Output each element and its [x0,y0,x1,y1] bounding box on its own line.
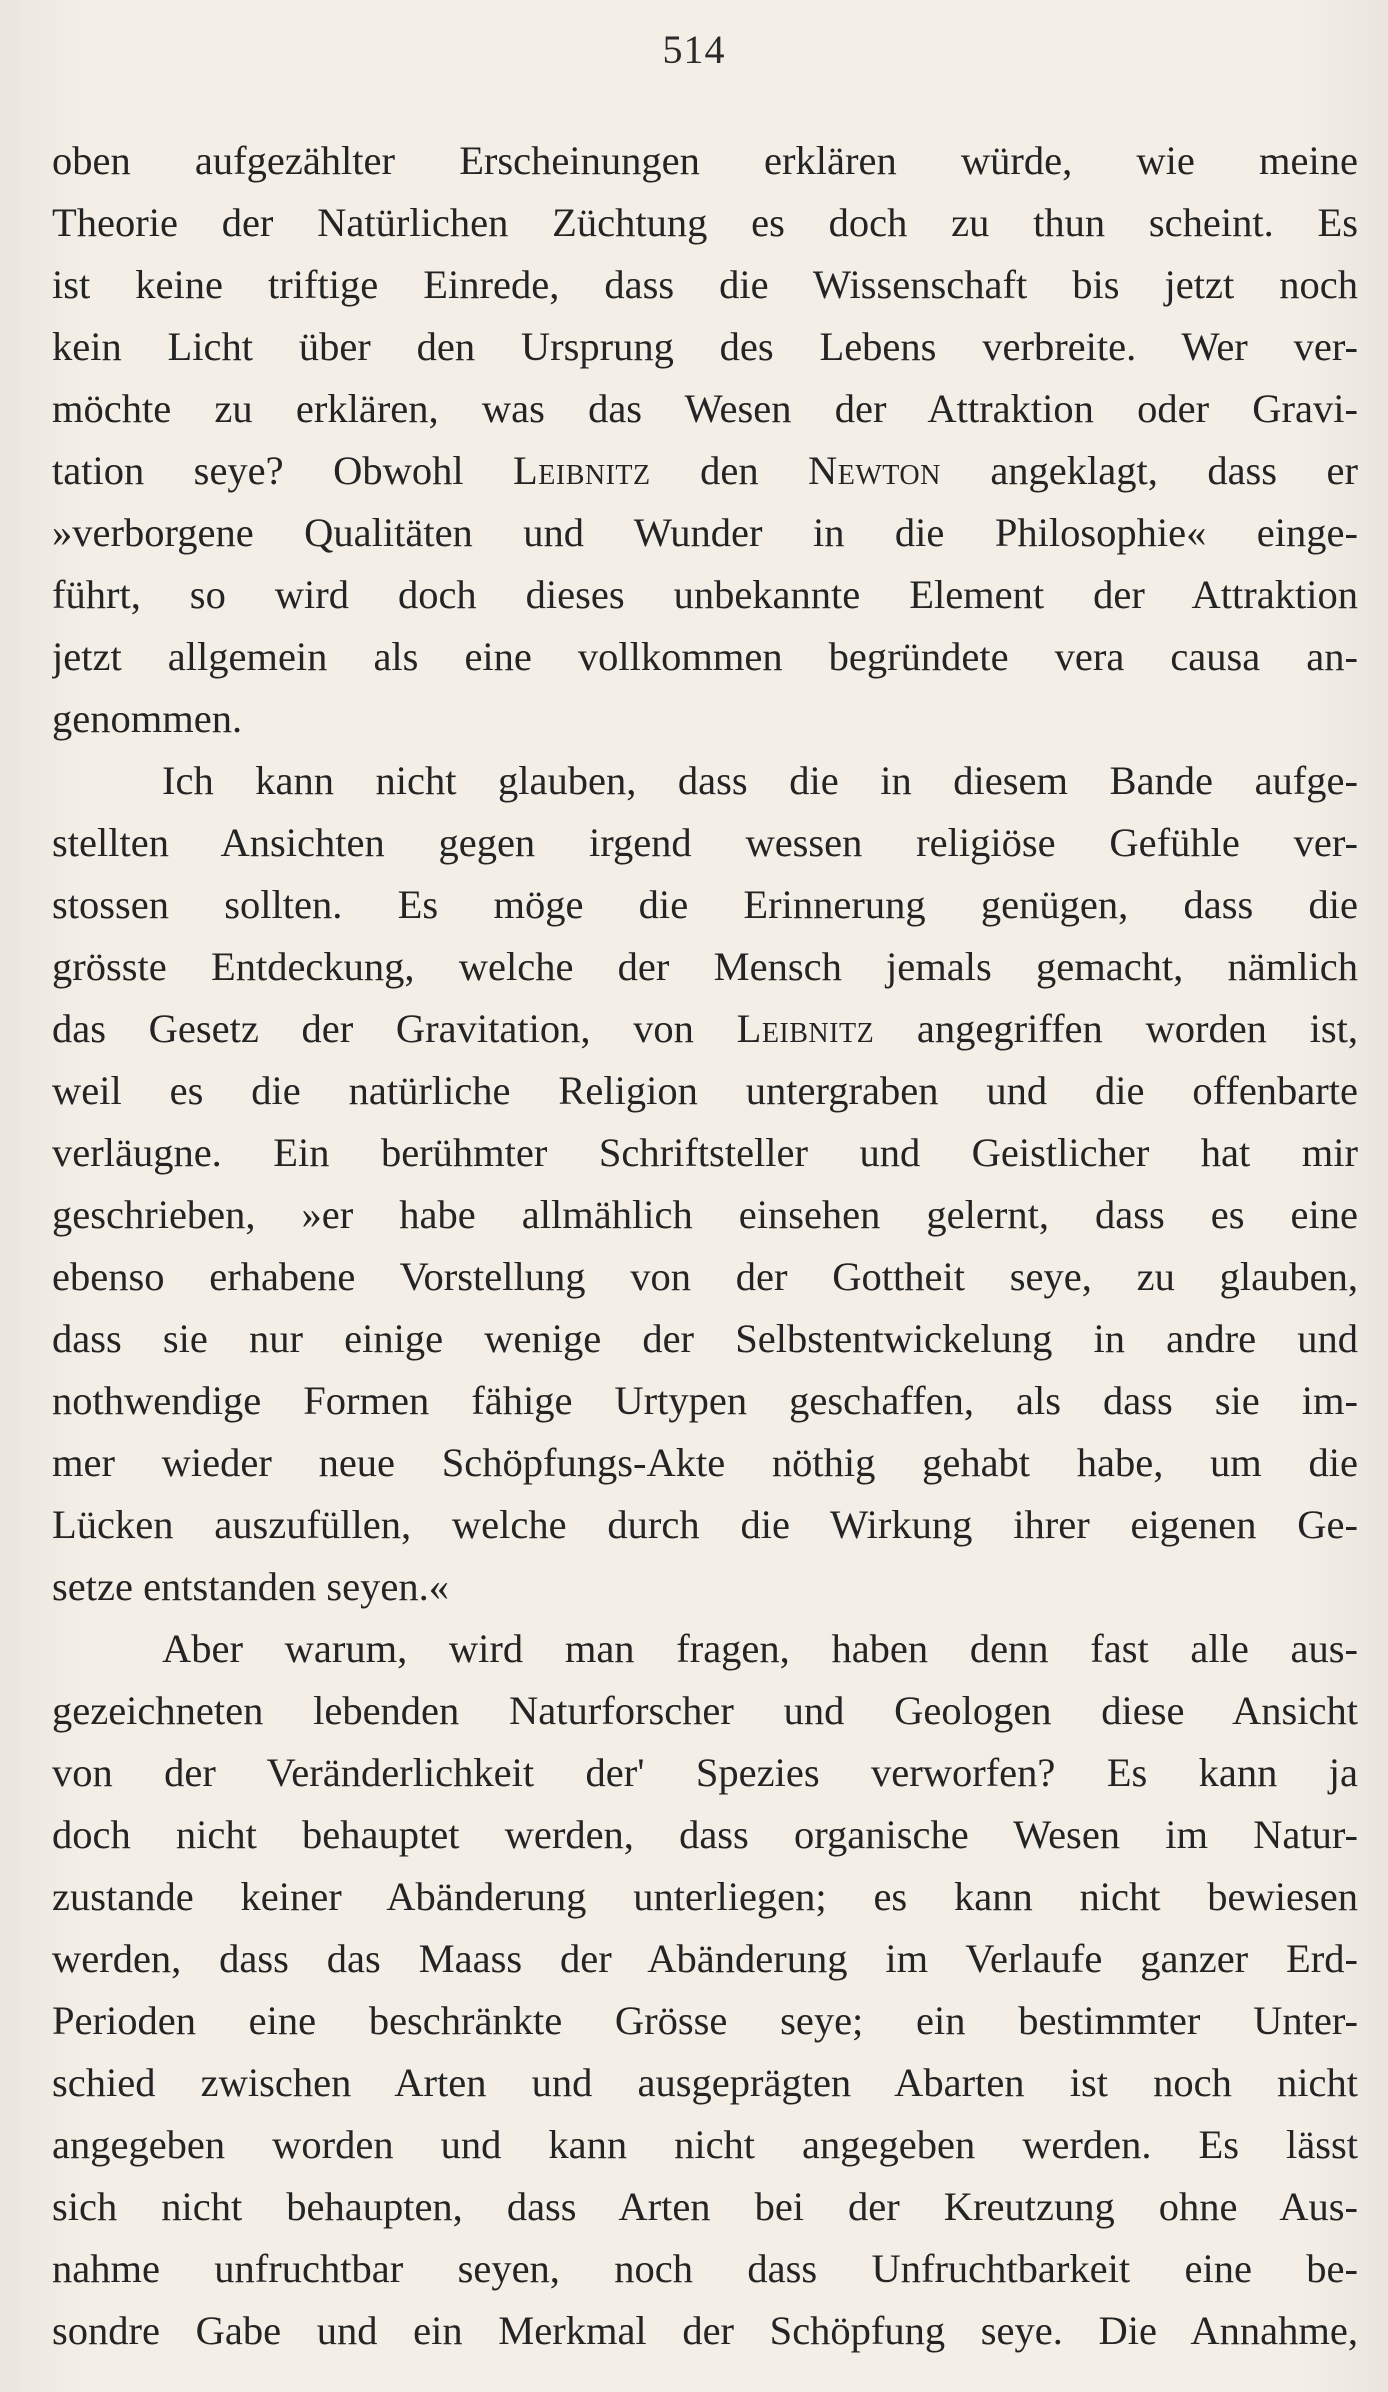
text-line: kein Licht über den Ursprung des Lebens verbreite. Wer ver- [52,324,1358,369]
text-line: jetzt allgemein als eine vollkommen begründete vera causa an- [52,634,1358,679]
text-line: doch nicht behauptet werden, dass organische Wesen im Natur- [52,1812,1358,1857]
text-line: schied zwischen Arten und ausgeprägten Abarten ist noch nicht [52,2060,1358,2105]
text-line: weil es die natürliche Religion untergraben und die offenbarte [52,1068,1358,1113]
text-line: verläugne. Ein berühmter Schriftsteller und Geistlicher hat mir [52,1130,1358,1175]
text-segment: angeklagt, dass er [940,448,1358,493]
text-line: stossen sollten. Es möge die Erinnerung genügen, dass die [52,882,1358,927]
text-segment: angegriffen worden ist, [874,1006,1358,1051]
text-line [52,440,1358,502]
author-name: Leibnitz [736,1006,875,1051]
text-line: genommen. [52,696,243,741]
text-segment: das Gesetz der Gravitation, von [52,1006,737,1051]
text-line: Aber warum, wird man fragen, haben denn fast alle aus- [162,1626,1358,1671]
text-line: Lücken auszufüllen, welche durch die Wirkung ihrer eigenen Ge- [52,1502,1358,1547]
text-line: führt, so wird doch dieses unbekannte Element der Attraktion [52,572,1358,617]
text-line: dass sie nur einige wenige der Selbstentwickelung in andre und [52,1316,1358,1361]
text-line: setze entstanden seyen.« [52,1564,449,1609]
text-line: ist keine triftige Einrede, dass die Wissenschaft bis jetzt noch [52,262,1358,307]
text-line: Perioden eine beschränkte Grösse seye; ein bestimmter Unter- [52,1998,1358,2043]
text-line: angegeben worden und kann nicht angegeben werden. Es lässt [52,2122,1358,2167]
text-line: ebenso erhabene Vorstellung von der Gottheit seye, zu glauben, [52,1254,1358,1299]
body-text [52,130,1358,2362]
text-line: Ich kann nicht glauben, dass die in diesem Bande aufge- [162,758,1358,803]
text-line: stellten Ansichten gegen irgend wessen religiöse Gefühle ver- [52,820,1358,865]
text-line: Theorie der Natürlichen Züchtung es doch zu thun scheint. Es [52,200,1358,245]
text-segment: den [650,448,809,493]
text-line: nahme unfruchtbar seyen, noch dass Unfruchtbarkeit eine be- [52,2246,1358,2291]
text-line: sich nicht behaupten, dass Arten bei der Kreutzung ohne Aus- [52,2184,1358,2229]
text-line: mer wieder neue Schöpfungs-Akte nöthig gehabt habe, um die [52,1440,1358,1485]
text-line: gezeichneten lebenden Naturforscher und Geologen diese Ansicht [52,1688,1358,1733]
text-line: oben aufgezählter Erscheinungen erklären würde, wie meine [52,138,1358,183]
author-name: Newton [808,448,941,493]
text-line: grösste Entdeckung, welche der Mensch jemals gemacht, nämlich [52,944,1358,989]
author-name: Leibnitz [513,448,651,493]
text-line [52,998,1358,1060]
text-line: sondre Gabe und ein Merkmal der Schöpfung seye. Die Annahme, [52,2308,1358,2353]
text-line: zustande keiner Abänderung unterliegen; es kann nicht bewiesen [52,1874,1358,1919]
text-line: von der Veränderlichkeit der' Spezies verworfen? Es kann ja [52,1750,1358,1795]
text-line: werden, dass das Maass der Abänderung im Verlaufe ganzer Erd- [52,1936,1358,1981]
text-line: geschrieben, »er habe allmählich einsehen gelernt, dass es eine [52,1192,1358,1237]
text-line: nothwendige Formen fähige Urtypen geschaffen, als dass sie im- [52,1378,1358,1423]
text-segment: tation seye? Obwohl [52,448,514,493]
text-line: »verborgene Qualitäten und Wunder in die Philosophie« einge- [52,510,1358,555]
page-number: 514 [662,27,726,72]
text-line: möchte zu erklären, was das Wesen der Attraktion oder Gravi- [52,386,1358,431]
